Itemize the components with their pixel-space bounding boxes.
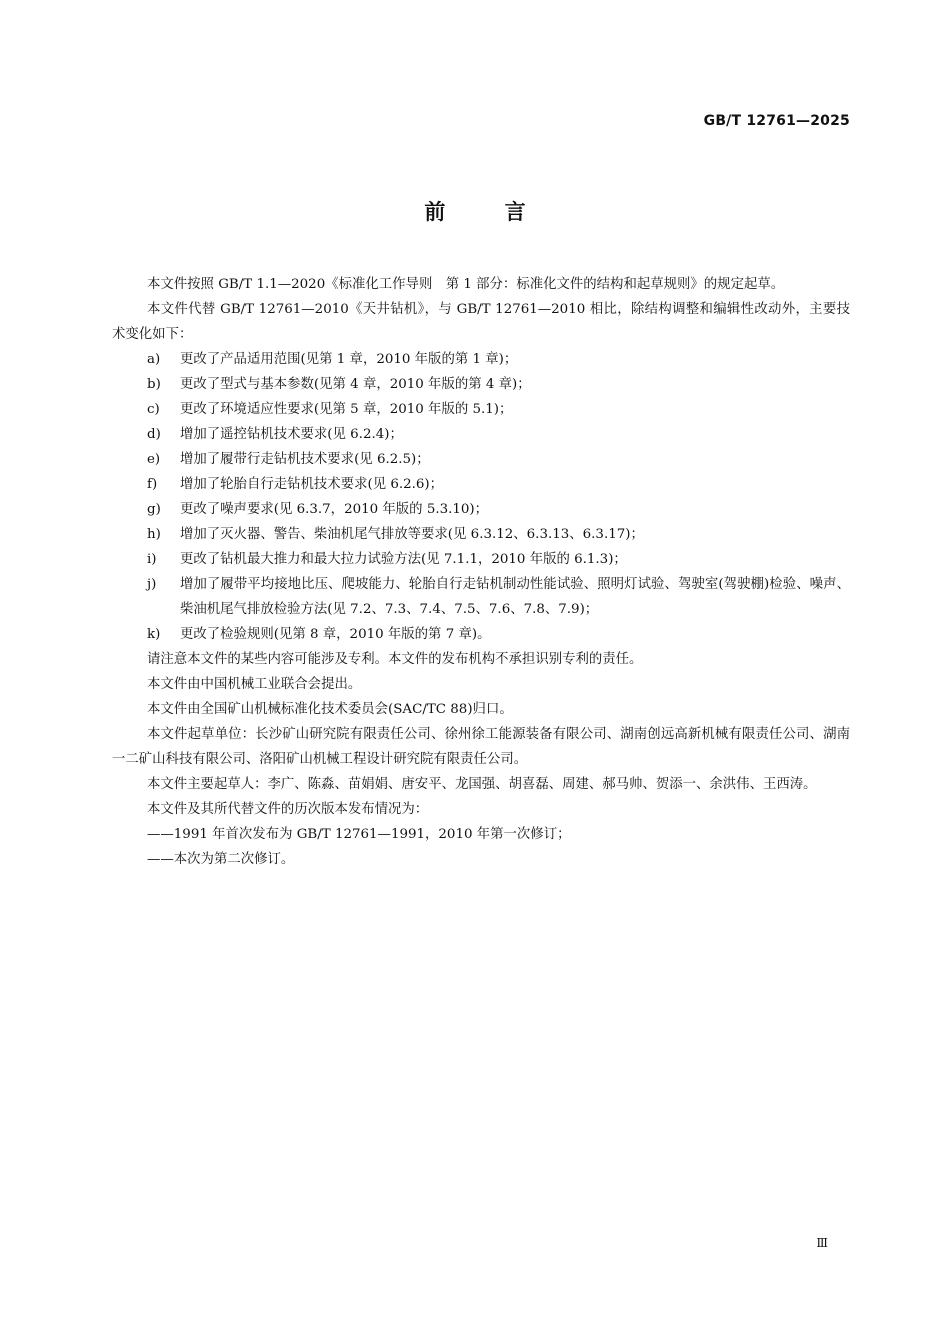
list-item-text: 增加了灭火器、警告、柴油机尾气排放等要求(见 6.3.12、6.3.13、6.3.17)； xyxy=(180,527,644,542)
list-marker: c) xyxy=(147,402,160,417)
list-item-text: 更改了噪声要求(见 6.3.7，2010 年版的 5.3.10)； xyxy=(180,502,489,517)
list-item xyxy=(112,522,850,547)
paragraph-history-intro: 本文件及其所代替文件的历次版本发布情况为： xyxy=(147,802,429,817)
paragraph-proposer: 本文件由中国机械工业联合会提出。 xyxy=(147,677,362,692)
list-item-text: 更改了产品适用范围(见第 1 章，2010 年版的第 1 章)； xyxy=(180,352,518,367)
paragraph-basis: 本文件按照 GB/T 1.1—2020《标准化工作导则 第 1 部分：标准化文件的结构和起草规则》的规定起草。 xyxy=(147,277,785,292)
list-item xyxy=(112,572,850,622)
paragraph-patent-notice: 请注意本文件的某些内容可能涉及专利。本文件的发布机构不承担识别专利的责任。 xyxy=(147,652,643,667)
list-marker: d) xyxy=(147,427,161,442)
list-item xyxy=(112,422,850,447)
list-item-text: 增加了履带行走钻机技术要求(见 6.2.5)； xyxy=(180,452,430,467)
list-item xyxy=(112,397,850,422)
list-item-text: 更改了型式与基本参数(见第 4 章，2010 年版的第 4 章)； xyxy=(180,377,531,392)
list-item-text: 更改了环境适应性要求(见第 5 章，2010 年版的 5.1)； xyxy=(180,402,513,417)
list-item-text: 更改了钻机最大推力和最大拉力试验方法(见 7.1.1，2010 年版的 6.1.3)； xyxy=(180,552,627,567)
history-item: ——1991 年首次发布为 GB/T 12761—1991，2010 年第一次修订； xyxy=(147,827,571,842)
page-title: 前 言 xyxy=(424,200,526,224)
list-item-text: 增加了履带平均接地比压、爬坡能力、轮胎自行走钻机制动性能试验、照明灯试验、驾驶室(驾驶棚)检验、噪声、柴油机尾气排放检验方法(见 7.2、7.3、7.4、7.5、7.6、7.8、7.9)； xyxy=(180,577,850,617)
list-marker: g) xyxy=(147,502,161,517)
list-item-text: 增加了轮胎自行走钻机技术要求(见 6.2.6)； xyxy=(180,477,444,492)
list-item-text: 更改了检验规则(见第 8 章，2010 年版的第 7 章)。 xyxy=(180,627,491,642)
list-item xyxy=(112,447,850,472)
list-marker: b) xyxy=(147,377,161,392)
document-body xyxy=(112,272,850,872)
list-item xyxy=(112,622,850,647)
list-marker: e) xyxy=(147,452,161,467)
list-item xyxy=(112,372,850,397)
paragraph-replaces: 本文件代替 GB/T 12761—2010《天井钻机》，与 GB/T 12761—2010 相比，除结构调整和编辑性改动外，主要技术变化如下： xyxy=(112,302,850,342)
list-item xyxy=(112,472,850,497)
list-marker: i) xyxy=(147,552,157,567)
list-marker: f) xyxy=(147,477,158,492)
document-code: GB/T 12761—2025 xyxy=(703,113,850,129)
changes-list xyxy=(112,347,850,647)
history-item: ——本次为第二次修订。 xyxy=(147,852,295,867)
list-marker: j) xyxy=(147,577,157,592)
paragraph-committee: 本文件由全国矿山机械标准化技术委员会(SAC/TC 88)归口。 xyxy=(147,702,513,717)
list-marker: h) xyxy=(147,527,161,542)
paragraph-drafters: 本文件主要起草人：李广、陈淼、苗娟娟、唐安平、龙国强、胡喜磊、周建、郝马帅、贺添一、余洪伟、王西涛。 xyxy=(147,777,817,792)
page-number: Ⅲ xyxy=(816,1236,828,1250)
list-marker: a) xyxy=(147,352,161,367)
list-marker: k) xyxy=(147,627,161,642)
list-item-text: 增加了遥控钻机技术要求(见 6.2.4)； xyxy=(180,427,403,442)
list-item xyxy=(112,497,850,522)
list-item xyxy=(112,347,850,372)
paragraph-drafting-units: 本文件起草单位：长沙矿山研究院有限责任公司、徐州徐工能源装备有限公司、湖南创远高新机械有限责任公司、湖南一二矿山科技有限公司、洛阳矿山机械工程设计研究院有限责任公司。 xyxy=(112,727,850,767)
list-item xyxy=(112,547,850,572)
